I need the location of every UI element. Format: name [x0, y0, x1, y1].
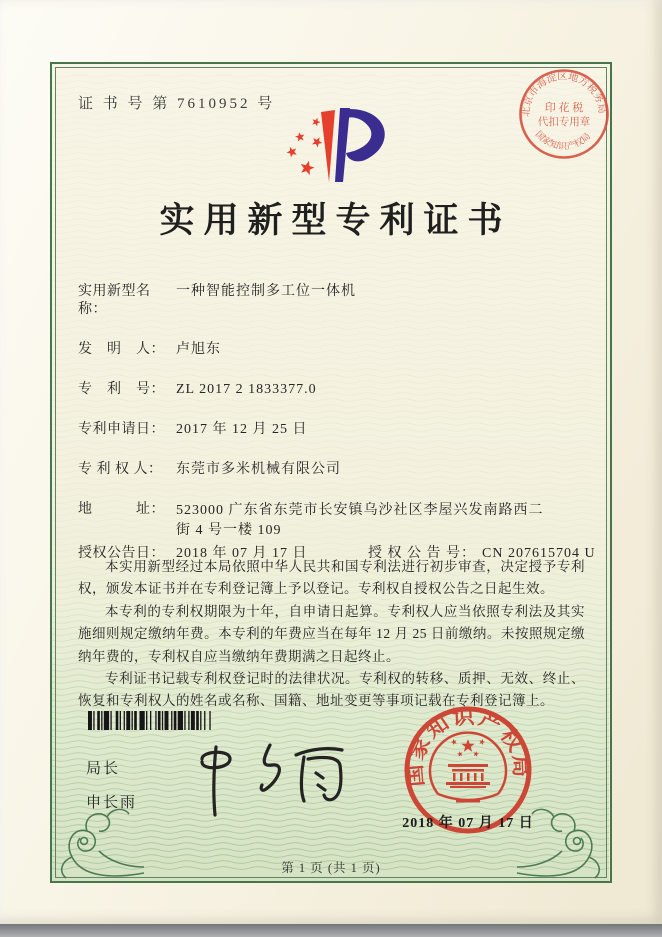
field-label: 发 明 人：: [78, 342, 165, 357]
field-label: 实用新型名称：: [78, 284, 151, 317]
body-paragraph-1: 本实用新型经过本局依照中华人民共和国专利法进行初步审查，决定授予专利权，颁发本证书并在专利登记簿上予以登记。专利权自授权公告之日起生效。: [78, 559, 585, 597]
field-label: 授权公告日：: [78, 546, 165, 561]
seal-ring-text: 国家知识产权局: [404, 706, 532, 788]
logo-p-stem: [335, 108, 350, 182]
field-value: 东莞市多米机械有限公司: [176, 462, 341, 477]
field-row-address: [78, 501, 590, 541]
field-value: 2018 年 07 月 17 日: [176, 546, 308, 561]
field-row-utility-model-name: [78, 283, 590, 319]
logo-red-triangle: [321, 110, 335, 182]
scanner-edge: [0, 924, 662, 937]
field-value: [176, 501, 590, 541]
tax-stamp-center-line1: 印 花 税: [544, 102, 584, 114]
field-label: 地 址：: [78, 502, 165, 517]
field-value: 卢旭东: [176, 342, 221, 357]
field-value: CN 207615704 U: [482, 546, 596, 561]
certificate-title: 实用新型专利证书: [159, 201, 512, 240]
field-value: 2017 年 12 月 25 日: [176, 422, 308, 437]
body-paragraph-2: 本专利的专利权期限为十年，自申请日起算。专利权人应当依照专利法及其实施细则规定缴纳年费。本专利的年费应当在每年 12 月 25 日前缴纳。未按照规定缴纳年费的，专利权自应当缴纳年费期满之日起终止。: [78, 603, 585, 664]
certificate-fields: [78, 283, 596, 563]
field-label: 专 利 权 人：: [78, 462, 163, 477]
field-label: 专 利 号：: [78, 382, 165, 397]
tax-stamp-ring-bottom-text: 国家知识产权局: [533, 128, 593, 152]
field-value: 一种智能控制多工位一体机: [176, 284, 356, 299]
field-row-filing-date: [78, 421, 590, 439]
tax-stamp-ring-top-text: 北京市海淀区地方税务局: [521, 72, 607, 118]
address-line1: 523000 广东省东莞市长安镇乌沙社区李屋兴发南路西二: [176, 503, 544, 518]
field-label: 专利申请日：: [78, 422, 165, 437]
certificate-body-text: [78, 556, 585, 713]
logo-star-icon: [312, 118, 320, 127]
certificate-number: 证 书 号 第 7610952 号: [78, 96, 276, 112]
field-row-patent-number: [78, 381, 590, 399]
national-emblem-icon: [430, 733, 506, 801]
body-paragraph-3: 专利证书记载专利权登记时的法律状况。专利权的转移、质押、无效、终止、恢复和专利权人的姓名或名称、国籍、地址变更等事项记载在专利登记簿上。: [78, 671, 585, 709]
logo-star-icon: [295, 132, 304, 141]
cnipa-logo-icon: [272, 82, 402, 197]
director-title: 局长: [86, 761, 121, 777]
logo-star-icon: [312, 137, 322, 147]
logo-star-icon: [287, 147, 297, 158]
address-line2: 街 4 号一楼 109: [176, 523, 282, 538]
field-label: 授 权 公 告 号：: [368, 546, 476, 561]
page-number: 第 1 页 (共 1 页): [281, 861, 381, 875]
field-row-inventor: [78, 341, 590, 359]
barcode: [88, 711, 212, 730]
director-block: [86, 757, 137, 812]
director-name: 申长雨: [86, 795, 138, 811]
field-value: ZL 2017 2 1833377.0: [176, 382, 317, 397]
tax-stamp: [514, 64, 614, 164]
logo-p-bowl: [346, 109, 385, 161]
seal-date: 2018 年 07 月 17 日: [402, 816, 534, 831]
field-row-patentee: [78, 461, 590, 479]
tax-stamp-center-line2: 代扣专用章: [537, 117, 591, 128]
logo-star-icon: [301, 161, 315, 175]
director-signature: [178, 733, 348, 823]
